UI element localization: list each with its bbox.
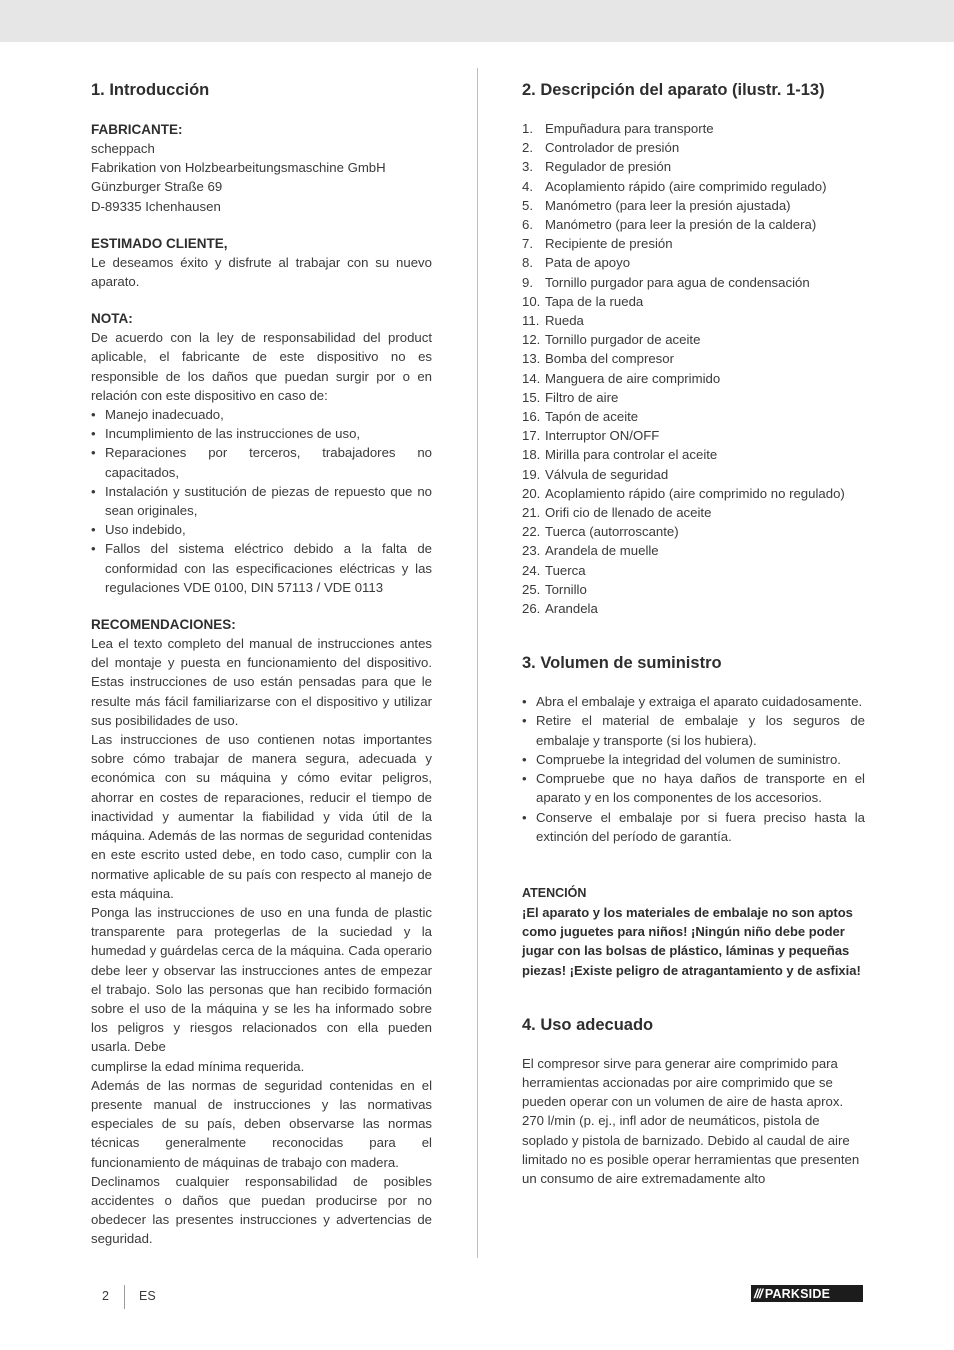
volumen-title: 3. Volumen de suministro	[522, 654, 722, 673]
right-column	[522, 78, 865, 1188]
atencion-text: ¡El aparato y los materiales de embalaje no son aptos como juguetes para niños! ¡Ningún niño debe poder	[522, 904, 853, 940]
left-column	[91, 78, 432, 1249]
list-item: 24. Tuerca	[522, 562, 586, 578]
uso-text: El compresor sirve para generar aire comprimido para herramientas accionadas por aire comprimido que se pueden operar con un volumen de aire de hasta aprox. 270 l/min (p. ej., infl ador de neumáticos, pistola de soplado y pistola de barnizado. Debido al caudal de aire limitado no es posible operar herramientas que presenten un consumo de aire extremadamente alto	[522, 1055, 860, 1186]
atencion-text: jugar con las bolsas de plástico, láminas y pequeñas piezas! ¡Existe peligro de atragantamiento y de asfixia!	[522, 943, 861, 978]
list-item: 16. Tapón de aceite	[522, 409, 639, 425]
top-header-bar	[0, 0, 954, 42]
list-item: 7. Recipiente de presión	[522, 236, 673, 252]
list-item: • Conserve el embalaje por si fuera preciso hasta la extinción del período de garantía.	[522, 809, 865, 844]
list-item: 10. Tapa de la rueda	[522, 293, 644, 309]
parts-list	[522, 119, 865, 618]
address-line: Günzburger Straße 69	[91, 179, 223, 195]
list-item: 19. Válvula de seguridad	[522, 466, 669, 482]
list-item: 5. Manómetro (para leer la presión ajustada)	[522, 197, 791, 213]
logo-slashes: ///	[754, 1286, 762, 1301]
list-item: 22. Tuerca (autorroscante)	[522, 524, 679, 540]
list-item: 26. Arandela	[522, 601, 598, 617]
list-item: 12. Tornillo purgador de aceite	[522, 332, 701, 348]
list-item: • Instalación y sustitución de piezas de repuesto que no sean originales,	[91, 483, 432, 519]
list-item: • Compruebe que no haya daños de transporte en el aparato y en los componentes de los accesorios.	[522, 771, 865, 806]
rec-paragraph: Las instrucciones de uso contienen notas importantes sobre cómo trabajar de manera segura, adecuada y económica con su máquina y cómo evitar peligros, ahorrar en costes de reparaciones, reducir el tiempo de inactividad y aumentar la fiabilidad y vida útil de la máquina. Además de las normas de seguridad contenidas en este escrito usted debe, en todo caso, cumplir con la normative aplicable de su país con respecto al manejo de esta máquina.	[91, 732, 432, 901]
footer-divider	[124, 1285, 125, 1309]
list-item: • Reparaciones por terceros, trabajadores no capacitados,	[91, 445, 432, 480]
list-item: 2. Controlador de presión	[522, 140, 680, 156]
fabricante-address	[91, 139, 432, 216]
nota-text: De acuerdo con la ley de responsabilidad del product aplicable, el fabricante de este dispositivo no es responsible de los daños que puedan surgir por o en relación con este dispositivo en caso de:	[91, 330, 432, 403]
page-number: 2	[102, 1289, 109, 1303]
list-item: • Fallos del sistema eléctrico debido a la falta de conformidad con las especificaciones eléctricas y las regulaciones VDE 0100, DIN 57113 / VDE 0113	[91, 541, 432, 595]
list-item: 4. Acoplamiento rápido (aire comprimido regulado)	[522, 178, 827, 194]
list-item: 15. Filtro de aire	[522, 389, 619, 405]
list-item: • Uso indebido,	[91, 522, 186, 538]
address-line: scheppach	[91, 141, 155, 156]
column-divider	[477, 68, 478, 1258]
logo-text: PARKSIDE	[764, 1286, 831, 1301]
uso-title: 4. Uso adecuado	[522, 1015, 654, 1034]
volumen-list	[522, 692, 865, 846]
recomendaciones-heading: RECOMENDACIONES:	[91, 617, 236, 633]
list-item: 25. Tornillo	[522, 581, 587, 597]
address-line: D-89335 Ichenhausen	[91, 198, 221, 214]
list-item: 11. Rueda	[522, 313, 584, 329]
language-code: ES	[139, 1289, 156, 1303]
list-item: • Abra el embalaje y extraiga el aparato cuidadosamente.	[522, 694, 863, 710]
list-item: 1. Empuñadura para transporte	[522, 121, 714, 136]
list-item: 20. Acoplamiento rápido (aire comprimido no regulado)	[522, 485, 845, 501]
list-item: 8. Pata de apoyo	[522, 255, 631, 271]
list-item: 14. Manguera de aire comprimido	[522, 370, 721, 386]
list-item: 3. Regulador de presión	[522, 159, 672, 175]
list-item: • Compruebe la integridad del volumen de suministro.	[522, 751, 841, 767]
list-item: • Incumplimiento de las instrucciones de uso,	[91, 426, 361, 442]
list-item: 6. Manómetro (para leer la presión de la caldera)	[522, 217, 817, 233]
address-line: Fabrikation von Holzbearbeitungsmaschine GmbH	[91, 160, 386, 176]
list-item: 21. Orifi cio de llenado de aceite	[522, 505, 712, 521]
list-item: 17. Interruptor ON/OFF	[522, 428, 660, 444]
rec-paragraph: cumplirse la edad mínima requerida.	[91, 1058, 305, 1074]
intro-title: 1. Introducción	[91, 81, 210, 99]
atencion-heading: ATENCIÓN	[522, 885, 587, 900]
descripcion-title: 2. Descripción del aparato (ilustr. 1-13)	[522, 81, 825, 99]
rec-paragraph: Ponga las instrucciones de uso en una funda de plastic transparente para protegerlas de la suciedad y la humedad y guárdelas cerca de la máquina. Cada operario debe leer y observar las instrucciones antes de empezar el trabajo. Solo las personas que han recibido formación sobre el uso de la máquina y se les ha informado sobre los peligros y riesgos relacionados con ella pueden usarla. Debe	[91, 904, 432, 1055]
list-item: 18. Mirilla para controlar el aceite	[522, 447, 718, 463]
rec-paragraph: Además de las normas de seguridad contenidas en el presente manual de instrucciones y las normativas especiales de su país, deben observarse las normas técnicas generalmente reconocidas para el funcionamiento de máquinas de trabajo con madera.	[91, 1077, 432, 1170]
cliente-text: Le deseamos éxito y disfrute al trabajar con su nuevo aparato.	[91, 254, 432, 290]
list-item: • Retire el material de embalaje y los seguros de embalaje y transporte (si los hubiera).	[522, 713, 865, 748]
atencion-block	[522, 884, 865, 980]
parkside-logo	[751, 1285, 863, 1302]
list-item: • Manejo inadecuado,	[91, 407, 224, 423]
rec-paragraph: Lea el texto completo del manual de instrucciones antes del montaje y puesta en funcionamiento del dispositivo. Estas instrucciones de uso están pensadas para que le resulte más fácil familiarizarse con el dispositivo y utilizar sus posibilidades de uso.	[91, 636, 432, 728]
list-item: 9. Tornillo purgador para agua de condensación	[522, 274, 810, 290]
nota-list	[91, 405, 432, 597]
nota-heading: NOTA:	[91, 311, 133, 327]
list-item: 13. Bomba del compresor	[522, 351, 675, 367]
rec-paragraph: Declinamos cualquier responsabilidad de posibles accidentes o daños que puedan producirse por no obedecer las presentes instrucciones y advertencias de seguridad.	[91, 1173, 432, 1247]
fabricante-heading: FABRICANTE:	[91, 122, 183, 137]
cliente-heading: ESTIMADO CLIENTE,	[91, 235, 228, 251]
list-item: 23. Arandela de muelle	[522, 543, 659, 559]
